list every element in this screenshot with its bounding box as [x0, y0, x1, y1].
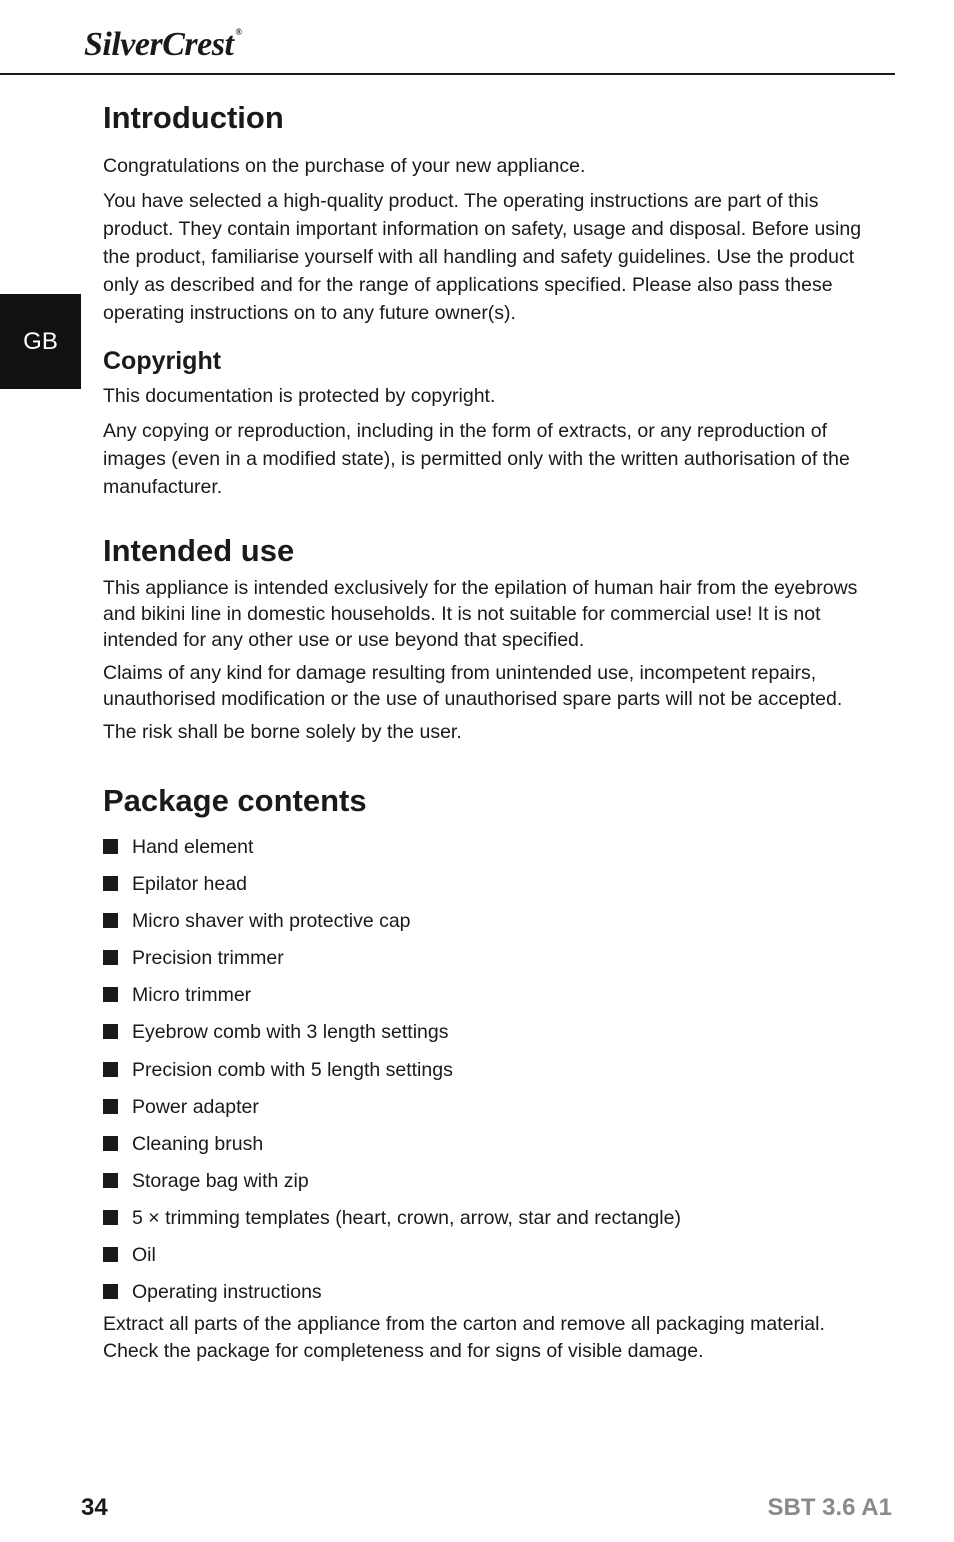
square-bullet-icon	[103, 950, 118, 965]
intended-use-paragraph: Claims of any kind for damage resulting from unintended use, incompetent repairs, unauthorised modification or the use of unauthorised spare parts will not be accepted.	[103, 662, 843, 710]
list-item	[103, 1056, 883, 1093]
list-item-label: Hand element	[132, 836, 254, 858]
list-item	[103, 1278, 883, 1315]
list-item	[103, 944, 883, 981]
list-item-label: Epilator head	[132, 873, 247, 896]
intended-use-section	[103, 529, 883, 745]
list-item	[103, 1167, 883, 1204]
intended-use-paragraph: The risk shall be borne solely by the user.	[103, 721, 462, 743]
square-bullet-icon	[103, 1173, 118, 1188]
copyright-paragraph: Any copying or reproduction, including in the form of extracts, or any reproduction of images (even in a modified state), is permitted only with the written authorisation of the manufacturer.	[103, 420, 850, 498]
language-tab-label: GB	[23, 327, 58, 355]
copyright-paragraph: This documentation is protected by copyright.	[103, 385, 496, 407]
header-rule	[0, 73, 895, 75]
square-bullet-icon	[103, 1210, 118, 1225]
intended-use-paragraph: This appliance is intended exclusively for the epilation of human hair from the eyebrows and bikini line in domestic households. It is not suitable for commercial use! It is not intended for any other use or use beyond that specified.	[103, 577, 858, 651]
square-bullet-icon	[103, 1136, 118, 1151]
list-item-label: Precision trimmer	[132, 947, 284, 970]
model-number: SBT 3.6 A1	[767, 1494, 892, 1521]
square-bullet-icon	[103, 1284, 118, 1299]
list-item	[103, 1204, 883, 1241]
list-item	[103, 870, 883, 907]
list-item-label: Micro shaver with protective cap	[132, 910, 411, 933]
package-contents-closing: Extract all parts of the appliance from the carton and remove all packaging material. Check the package for completeness and for signs of visible damage.	[103, 1313, 825, 1363]
list-item	[103, 1241, 883, 1278]
list-item	[103, 1093, 883, 1130]
package-contents-heading: Package contents	[103, 783, 367, 818]
square-bullet-icon	[103, 1024, 118, 1039]
square-bullet-icon	[103, 913, 118, 928]
page-number: 34	[81, 1494, 108, 1521]
introduction-paragraph: Congratulations on the purchase of your new appliance.	[103, 155, 586, 177]
list-item-label: Power adapter	[132, 1095, 259, 1118]
square-bullet-icon	[103, 1062, 118, 1077]
introduction-heading: Introduction	[103, 100, 284, 135]
list-item	[103, 907, 883, 944]
language-tab	[0, 294, 81, 389]
list-item-label: Micro trimmer	[132, 984, 252, 1007]
list-item	[103, 833, 883, 870]
list-item	[103, 1018, 883, 1055]
list-item-label: Cleaning brush	[132, 1132, 264, 1155]
list-item-label: Storage bag with zip	[132, 1169, 309, 1192]
brand-logo	[84, 28, 242, 62]
list-item	[103, 1130, 883, 1167]
square-bullet-icon	[103, 1099, 118, 1114]
square-bullet-icon	[103, 987, 118, 1002]
square-bullet-icon	[103, 839, 118, 854]
copyright-heading: Copyright	[103, 347, 222, 375]
square-bullet-icon	[103, 876, 118, 891]
intended-use-heading: Intended use	[103, 533, 295, 568]
introduction-paragraph: You have selected a high-quality product. The operating instructions are part of this product. They contain important information on safety, usage and disposal. Before using the product, familiarise yourself with all handling and safety guidelines. Use the product only as described and for the range of applications specified. Please also pass these operating instructions on to any future owner(s).	[103, 190, 862, 324]
registered-mark: ®	[235, 27, 242, 37]
list-item	[103, 981, 883, 1018]
brand-name: SilverCrest	[84, 26, 234, 63]
list-item-label: 5 × trimming templates (heart, crown, arrow, star and rectangle)	[132, 1206, 681, 1229]
page-content	[103, 96, 883, 1365]
square-bullet-icon	[103, 1247, 118, 1262]
package-contents-list	[103, 833, 883, 1315]
list-item-label: Precision comb with 5 length settings	[132, 1058, 453, 1081]
list-item-label: Eyebrow comb with 3 length settings	[132, 1021, 449, 1044]
list-item-label: Oil	[132, 1244, 156, 1267]
list-item-label: Operating instructions	[132, 1281, 322, 1304]
